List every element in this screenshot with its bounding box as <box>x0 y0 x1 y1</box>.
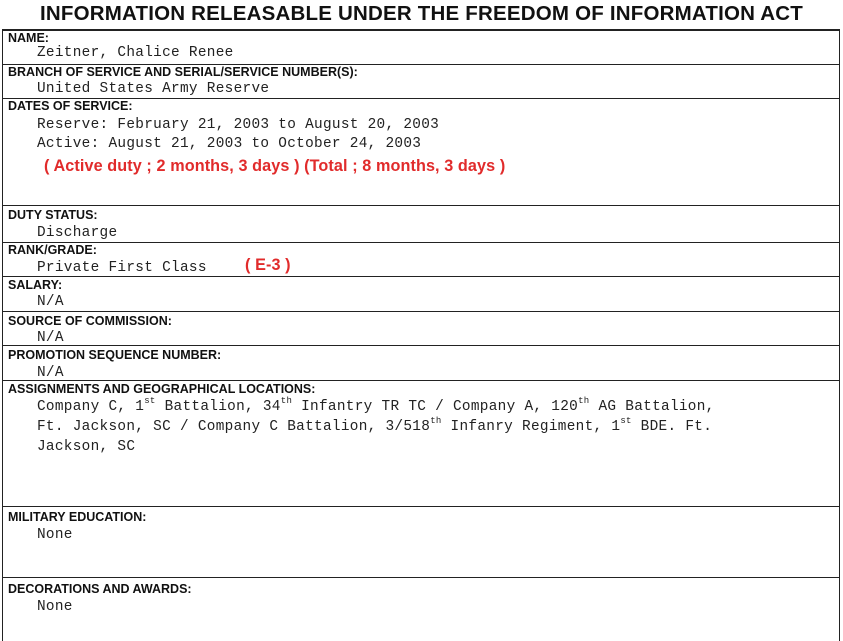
duty-value: Discharge <box>37 225 118 241</box>
decorations-value: None <box>37 599 73 615</box>
salary-label: SALARY: <box>8 278 63 292</box>
commission-divider <box>2 311 840 312</box>
rank-label: RANK/GRADE: <box>8 243 97 257</box>
branch-label: BRANCH OF SERVICE AND SERIAL/SERVICE NUMBER(S): <box>8 65 358 79</box>
dates-active: Active: August 21, 2003 to October 24, 2003 <box>37 136 422 152</box>
rank-value: Private First Class <box>37 260 207 276</box>
education-divider <box>2 506 840 507</box>
decorations-label: DECORATIONS AND AWARDS: <box>8 582 192 596</box>
duty-divider <box>2 205 840 206</box>
rank-divider <box>2 242 840 243</box>
rank-note: ( E-3 ) <box>245 256 291 274</box>
promotion-divider <box>2 345 840 346</box>
branch-value: United States Army Reserve <box>37 81 270 97</box>
dates-note: ( Active duty ; 2 months, 3 days ) (Total ; 8 months, 3 days ) <box>44 157 506 175</box>
commission-label: SOURCE OF COMMISSION: <box>8 314 172 328</box>
duty-label: DUTY STATUS: <box>8 208 98 222</box>
salary-value: N/A <box>37 294 64 310</box>
dates-label: DATES OF SERVICE: <box>8 99 133 113</box>
document-title: INFORMATION RELEASABLE UNDER THE FREEDOM OF INFORMATION ACT <box>39 2 804 25</box>
name-value: Zeitner, Chalice Renee <box>37 45 234 61</box>
promotion-value: N/A <box>37 365 64 381</box>
salary-divider <box>2 276 840 277</box>
name-label: NAME: <box>8 31 49 45</box>
assignments-line-3: Jackson, SC <box>37 439 136 455</box>
dates-reserve: Reserve: February 21, 2003 to August 20, 2003 <box>37 117 440 133</box>
assignments-line-1: Company C, 1st Battalion, 34th Infantry TR TC / Company A, 120th AG Battalion, <box>37 396 715 415</box>
education-label: MILITARY EDUCATION: <box>8 510 147 524</box>
promotion-label: PROMOTION SEQUENCE NUMBER: <box>8 348 222 362</box>
education-value: None <box>37 527 73 543</box>
commission-value: N/A <box>37 330 64 346</box>
decorations-divider <box>2 577 840 578</box>
assignments-line-2: Ft. Jackson, SC / Company C Battalion, 3/518th Infanry Regiment, 1st BDE. Ft. <box>37 416 713 435</box>
assignments-label: ASSIGNMENTS AND GEOGRAPHICAL LOCATIONS: <box>8 382 316 396</box>
assignments-divider <box>2 380 840 381</box>
